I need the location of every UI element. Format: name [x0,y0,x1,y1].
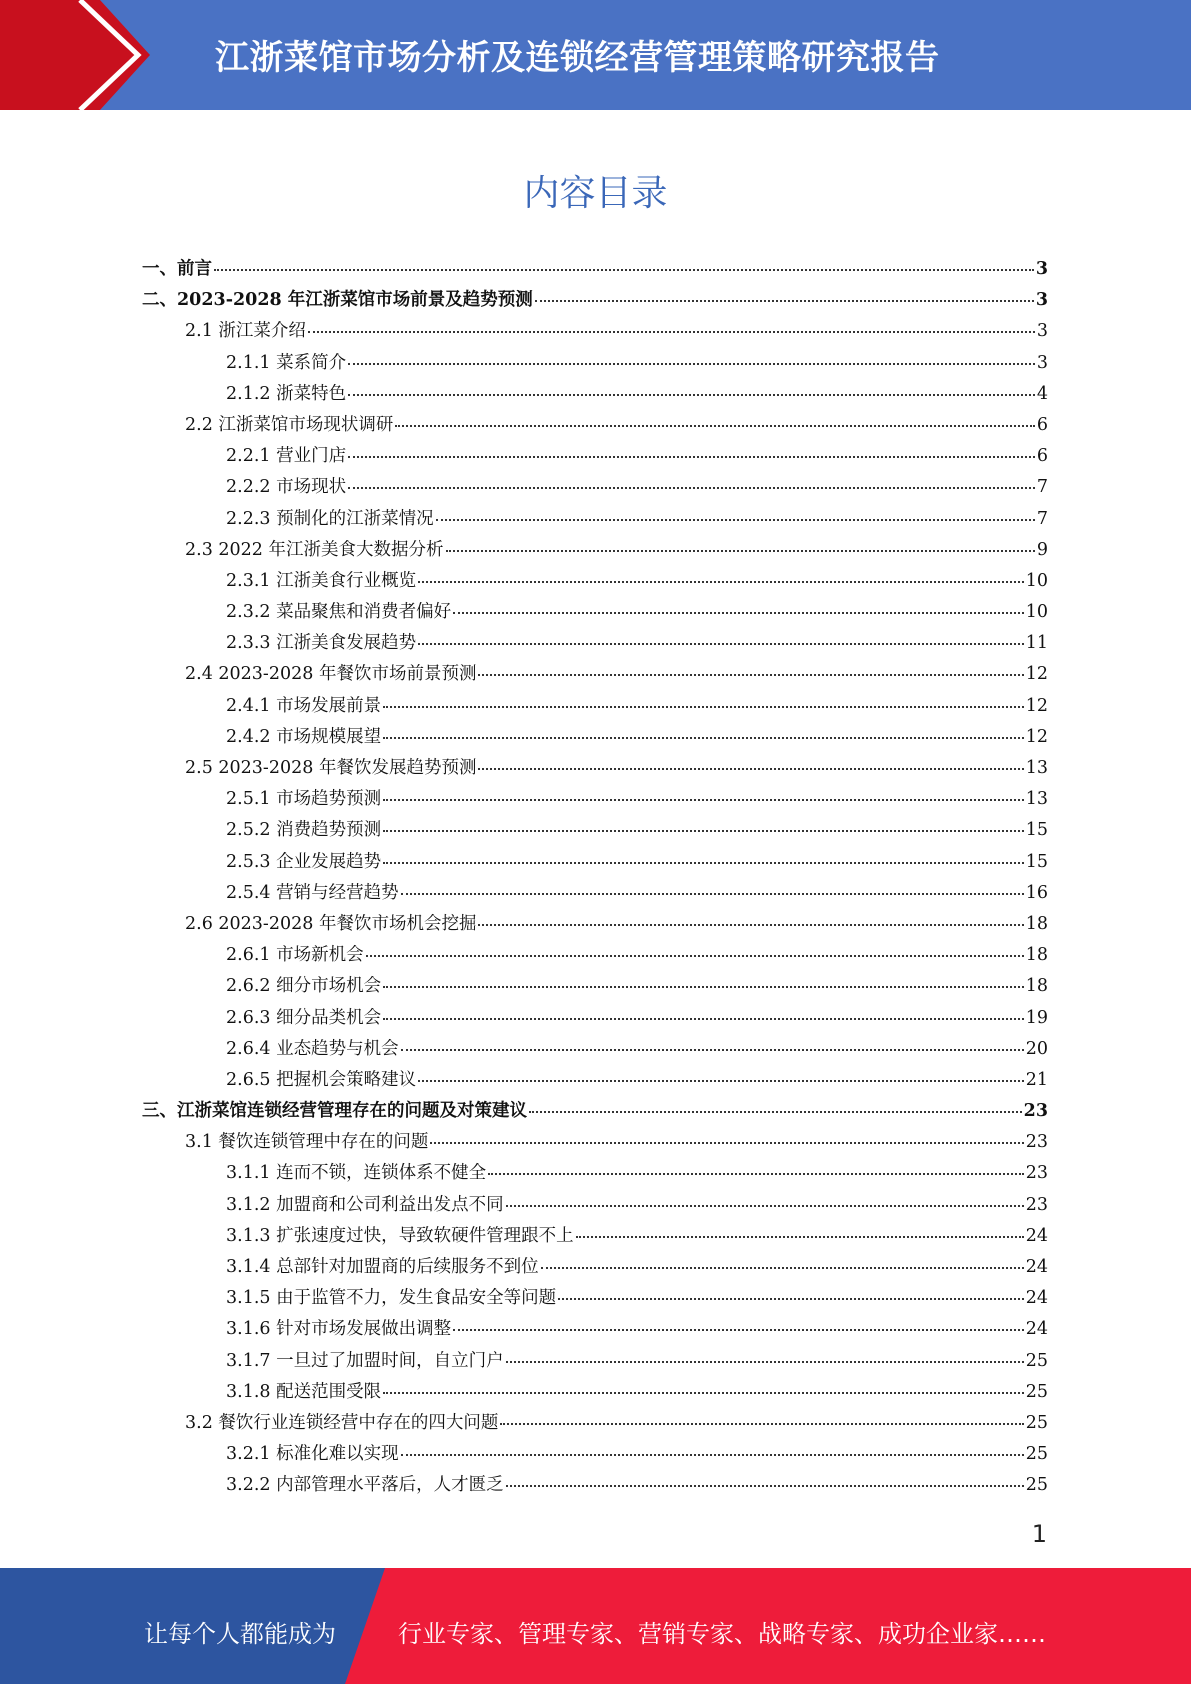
toc-leader-dots [383,1018,1024,1020]
toc-leader-dots [535,300,1034,302]
toc-entry-page: 25 [1025,1381,1048,1402]
toc-entry-page: 12 [1025,695,1048,716]
toc-entry-label: 2.2.1 营业门店 [226,446,347,467]
toc-entry[interactable] [142,629,1048,660]
toc-entry[interactable] [142,1222,1048,1253]
toc-entry-label: 3.1.4 总部针对加盟商的后续服务不到位 [226,1257,539,1277]
toc-leader-dots [383,799,1024,801]
toc-entry-label: 3.1.7 一旦过了加盟时间，自立门户 [226,1350,504,1371]
toc-leader-dots [383,737,1024,739]
toc-entry-page: 3 [1036,352,1048,373]
footer-slogan-right: 行业专家、管理专家、营销专家、战略专家、成功企业家…… [398,1620,1046,1648]
toc-entry[interactable] [142,286,1048,317]
toc-entry-label: 一、前言 [142,259,212,279]
toc-entry-page: 13 [1025,789,1048,810]
toc-entry-page: 7 [1036,477,1048,498]
toc-leader-dots [383,706,1024,708]
toc-entry[interactable] [142,1378,1048,1409]
table-of-contents [142,255,1048,1503]
toc-entry-label: 2.3.2 菜品聚焦和消费者偏好 [226,602,452,623]
toc-entry[interactable] [142,1253,1048,1284]
toc-entry-label: 3.1.8 配送范围受限 [226,1381,382,1402]
toc-entry-page: 7 [1036,508,1048,529]
toc-leader-dots [506,1205,1024,1207]
toc-entry-page: 10 [1025,570,1048,591]
toc-entry-page: 6 [1036,414,1048,435]
toc-entry[interactable] [142,536,1048,567]
toc-entry[interactable] [142,1284,1048,1315]
toc-leader-dots [418,1080,1024,1082]
toc-entry-page: 25 [1025,1444,1048,1465]
toc-entry-page: 3 [1036,321,1048,342]
toc-leader-dots [383,830,1024,832]
toc-entry[interactable] [142,442,1048,473]
toc-entry[interactable] [142,1471,1048,1502]
toc-entry-page: 19 [1025,1007,1048,1028]
toc-leader-dots [478,924,1023,926]
toc-entry-page: 24 [1025,1288,1048,1309]
toc-leader-dots [558,1298,1024,1300]
toc-entry-label: 2.2 江浙菜馆市场现状调研 [185,414,394,435]
toc-entry-label: 2.6.3 细分品类机会 [226,1007,382,1028]
toc-leader-dots [308,331,1035,333]
toc-entry[interactable] [142,785,1048,816]
toc-entry[interactable] [142,1409,1048,1440]
toc-entry-label: 3.1.1 连而不锁，连锁体系不健全 [226,1163,487,1184]
toc-entry-label: 2.6.2 细分市场机会 [226,976,382,997]
toc-entry-label: 2.4.2 市场规模展望 [226,726,382,747]
toc-entry-label: 2.3.1 江浙美食行业概览 [226,570,417,591]
toc-entry-page: 25 [1025,1350,1048,1371]
toc-entry-page: 20 [1025,1038,1048,1059]
toc-entry-label: 2.1.2 浙菜特色 [226,383,347,404]
toc-entry[interactable] [142,1004,1048,1035]
toc-leader-dots [488,1173,1024,1175]
toc-entry[interactable] [142,1035,1048,1066]
toc-entry-label: 2.6.1 市场新机会 [226,945,364,966]
toc-entry[interactable] [142,505,1048,536]
toc-entry-page: 16 [1025,882,1048,903]
toc-entry-label: 2.5.2 消费趋势预测 [226,820,382,841]
toc-entry-page: 18 [1025,913,1048,934]
toc-leader-dots [383,1392,1024,1394]
toc-leader-dots [401,893,1024,895]
toc-entry-page: 24 [1025,1257,1048,1277]
toc-entry[interactable] [142,1315,1048,1346]
toc-entry-label: 2.6 2023-2028 年餐饮市场机会挖掘 [185,913,477,934]
toc-leader-dots [478,768,1023,770]
toc-entry-label: 3.1.2 加盟商和公司利益出发点不同 [226,1194,504,1215]
toc-leader-dots [529,1111,1022,1113]
toc-entry-label: 2.3.3 江浙美食发展趋势 [226,633,417,654]
toc-entry-label: 2.6.5 把握机会策略建议 [226,1069,417,1090]
toc-entry-page: 11 [1025,633,1048,654]
toc-entry-label: 三、江浙菜馆连锁经营管理存在的问题及对策建议 [142,1101,527,1122]
report-title: 江浙菜馆市场分析及连锁经营管理策略研究报告 [215,38,940,78]
toc-leader-dots [418,643,1024,645]
toc-entry-label: 2.5.3 企业发展趋势 [226,851,382,872]
toc-entry-label: 2.2.2 市场现状 [226,477,347,498]
page-footer [0,1568,1191,1684]
toc-leader-dots [500,1423,1023,1425]
toc-entry[interactable] [142,598,1048,629]
toc-entry-page: 15 [1025,820,1048,841]
toc-entry-page: 25 [1025,1412,1048,1433]
toc-entry[interactable] [142,1440,1048,1471]
toc-entry-page: 9 [1036,539,1048,560]
toc-entry-label: 3.1 餐饮连锁管理中存在的问题 [185,1132,429,1153]
toc-entry-label: 2.3 2022 年江浙美食大数据分析 [185,539,444,560]
toc-leader-dots [541,1267,1024,1269]
toc-entry-label: 3.1.5 由于监管不力，发生食品安全等问题 [226,1288,557,1309]
toc-entry[interactable] [142,255,1048,286]
toc-entry[interactable] [142,1191,1048,1222]
toc-leader-dots [395,425,1034,427]
toc-entry-label: 2.4 2023-2028 年餐饮市场前景预测 [185,664,477,685]
toc-leader-dots [506,1485,1024,1487]
toc-leader-dots [430,1142,1023,1144]
toc-entry[interactable] [142,910,1048,941]
toc-entry-page: 23 [1025,1163,1048,1184]
page-header [0,0,1191,110]
toc-entry[interactable] [142,567,1048,598]
toc-entry-page: 10 [1025,602,1048,623]
toc-entry[interactable] [142,692,1048,723]
toc-entry-page: 23 [1025,1194,1048,1215]
toc-leader-dots [348,363,1035,365]
toc-entry-label: 3.2.2 内部管理水平落后，人才匮乏 [226,1475,504,1496]
toc-entry-page: 12 [1025,726,1048,747]
toc-entry-page: 4 [1036,383,1048,404]
toc-heading: 内容目录 [523,173,668,214]
footer-slogan-left: 让每个人都能成为 [144,1620,336,1648]
toc-leader-dots [453,1329,1024,1331]
toc-entry-label: 2.5.1 市场趋势预测 [226,789,382,810]
toc-entry[interactable] [142,349,1048,380]
toc-entry-label: 2.4.1 市场发展前景 [226,695,382,716]
toc-entry[interactable] [142,879,1048,910]
toc-entry-page: 24 [1025,1319,1048,1340]
toc-entry-label: 2.2.3 预制化的江浙菜情况 [226,508,434,529]
toc-entry-page: 15 [1025,851,1048,872]
toc-entry-page: 25 [1025,1475,1048,1496]
toc-entry-label: 3.1.3 扩张速度过快，导致软硬件管理跟不上 [226,1225,574,1246]
toc-entry-page: 12 [1025,664,1048,685]
toc-leader-dots [348,487,1035,489]
toc-entry[interactable] [142,660,1048,691]
toc-entry[interactable] [142,380,1048,411]
toc-entry[interactable] [142,411,1048,442]
toc-entry[interactable] [142,816,1048,847]
toc-leader-dots [348,394,1035,396]
toc-entry-page: 3 [1035,290,1048,311]
toc-leader-dots [418,581,1024,583]
toc-entry[interactable] [142,1159,1048,1190]
toc-entry-page: 21 [1025,1069,1048,1090]
toc-entry-label: 2.1 浙江菜介绍 [185,321,306,342]
toc-leader-dots [383,862,1024,864]
toc-entry[interactable] [142,848,1048,879]
toc-entry-label: 2.5.4 营销与经营趋势 [226,882,399,903]
toc-leader-dots [446,550,1035,552]
toc-entry-label: 2.1.1 菜系简介 [226,352,347,373]
toc-entry-label: 3.2.1 标准化难以实现 [226,1444,399,1465]
toc-entry-page: 6 [1036,446,1048,467]
page-number: 1 [1031,1520,1047,1548]
toc-entry-page: 23 [1023,1101,1048,1122]
toc-leader-dots [453,612,1024,614]
toc-entry-label: 2.5 2023-2028 年餐饮发展趋势预测 [185,758,477,778]
toc-entry[interactable] [142,941,1048,972]
toc-entry[interactable] [142,723,1048,754]
toc-leader-dots [214,269,1034,271]
toc-leader-dots [401,1049,1024,1051]
toc-leader-dots [506,1361,1024,1363]
toc-entry[interactable] [142,473,1048,504]
toc-entry-page: 18 [1025,945,1048,966]
toc-entry[interactable] [142,1128,1048,1159]
toc-entry[interactable] [142,317,1048,348]
toc-leader-dots [383,986,1024,988]
toc-entry-page: 13 [1025,758,1048,778]
toc-entry-page: 3 [1035,259,1048,279]
toc-entry-page: 23 [1025,1132,1048,1153]
toc-entry-label: 3.1.6 针对市场发展做出调整 [226,1319,452,1340]
toc-entry-page: 24 [1025,1225,1048,1246]
toc-entry-label: 3.2 餐饮行业连锁经营中存在的四大问题 [185,1412,499,1433]
toc-entry[interactable] [142,1097,1048,1128]
toc-entry-label: 二、2023-2028 年江浙菜馆市场前景及趋势预测 [142,290,533,311]
toc-entry[interactable] [142,1347,1048,1378]
toc-entry-page: 18 [1025,976,1048,997]
toc-entry-label: 2.6.4 业态趋势与机会 [226,1038,399,1059]
toc-entry[interactable] [142,972,1048,1003]
toc-entry[interactable] [142,754,1048,785]
toc-leader-dots [436,519,1035,521]
toc-entry[interactable] [142,1066,1048,1097]
toc-leader-dots [348,456,1035,458]
toc-leader-dots [478,674,1023,676]
toc-leader-dots [401,1454,1024,1456]
toc-leader-dots [366,955,1024,957]
toc-leader-dots [576,1236,1024,1238]
